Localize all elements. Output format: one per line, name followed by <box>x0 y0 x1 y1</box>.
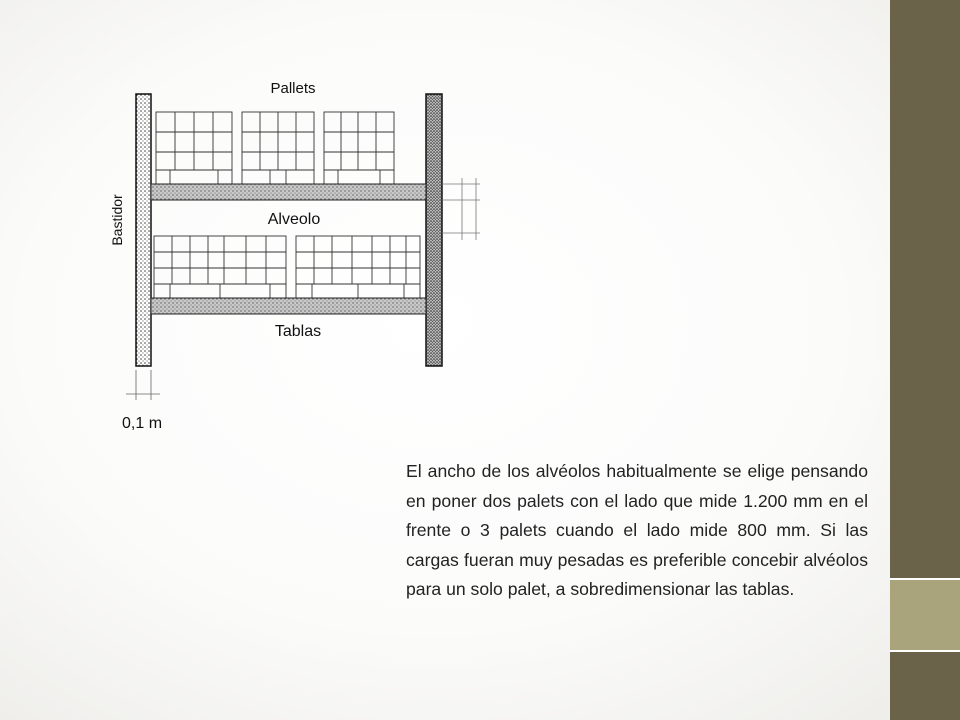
beam-dimension-guides <box>442 178 480 240</box>
decorative-sidebar <box>890 0 960 720</box>
upper-beam <box>151 184 426 200</box>
left-upright <box>136 94 151 366</box>
upper-pallet-load <box>156 112 394 184</box>
alveolo-label: Alveolo <box>267 211 321 228</box>
tablas-label: Tablas <box>274 323 322 340</box>
bastidor-label: Bastidor <box>109 194 125 246</box>
rack-alveolo-diagram <box>100 70 500 440</box>
description-text: El ancho de los alvéolos habitualmente se elige pensando en poner dos palets con el lado que mide 1.200 mm en el frente o 3 palets cuando el lado mide 800 mm. Si las cargas fueran muy pesadas es preferible concebir alvéolos para un solo palet, a sobredimensionar las tablas. <box>406 461 868 599</box>
pallet-unit <box>154 236 286 298</box>
lower-beam <box>151 298 426 314</box>
right-upright <box>426 94 442 366</box>
pallet-unit <box>156 112 232 184</box>
sidebar-accent-band <box>890 578 960 652</box>
pallet-unit <box>242 112 314 184</box>
pallet-unit <box>296 236 420 298</box>
pallet-unit <box>324 112 394 184</box>
lower-pallet-load <box>154 236 420 298</box>
upright-width-dimension <box>126 370 160 400</box>
dimension-label: 0,1 m <box>122 415 163 432</box>
pallets-label: Pallets <box>270 80 316 97</box>
